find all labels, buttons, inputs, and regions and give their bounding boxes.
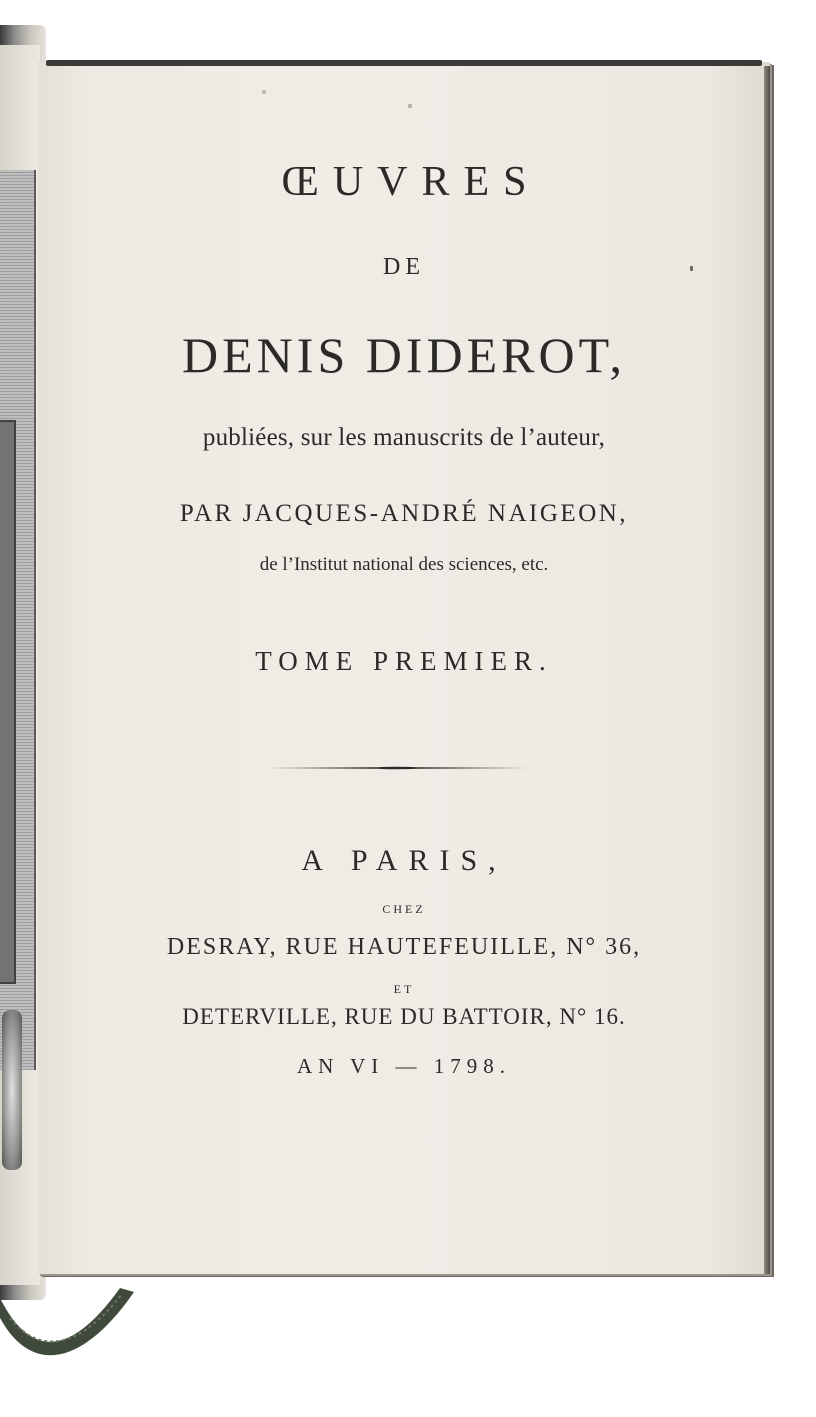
frontispiece-frame — [0, 420, 16, 984]
imprint-et: ET — [393, 982, 415, 996]
editor-name: PAR JACQUES-ANDRÉ NAIGEON, — [179, 500, 629, 527]
frontispiece-engraving — [0, 170, 36, 1070]
paper-speck — [408, 104, 412, 108]
book-title: ŒUVRES — [281, 159, 541, 205]
author-name: DENIS DIDEROT, — [182, 327, 626, 383]
imprint-chez: CHEZ — [382, 902, 426, 916]
publisher-deterville: DETERVILLE, RUE DU BATTOIR, N° 16. — [182, 1004, 626, 1029]
editor-affiliation: de l’Institut national des sciences, etc. — [259, 554, 549, 575]
page-top-edge — [46, 60, 762, 66]
volume-label: TOME PREMIER. — [255, 646, 553, 676]
publisher-desray: DESRAY, RUE HAUTEFEUILLE, N° 36, — [166, 934, 642, 960]
imprint-city: A PARIS, — [301, 844, 507, 877]
bookmark-ribbon — [0, 1278, 140, 1368]
frontispiece-detail — [2, 1010, 22, 1170]
imprint-date: AN VI — 1798. — [296, 1054, 512, 1078]
decorative-rule — [268, 766, 528, 770]
paper-speck — [262, 90, 266, 94]
publication-note: publiées, sur les manuscrits de l’auteur, — [202, 424, 606, 451]
title-preposition: DE — [383, 254, 425, 280]
